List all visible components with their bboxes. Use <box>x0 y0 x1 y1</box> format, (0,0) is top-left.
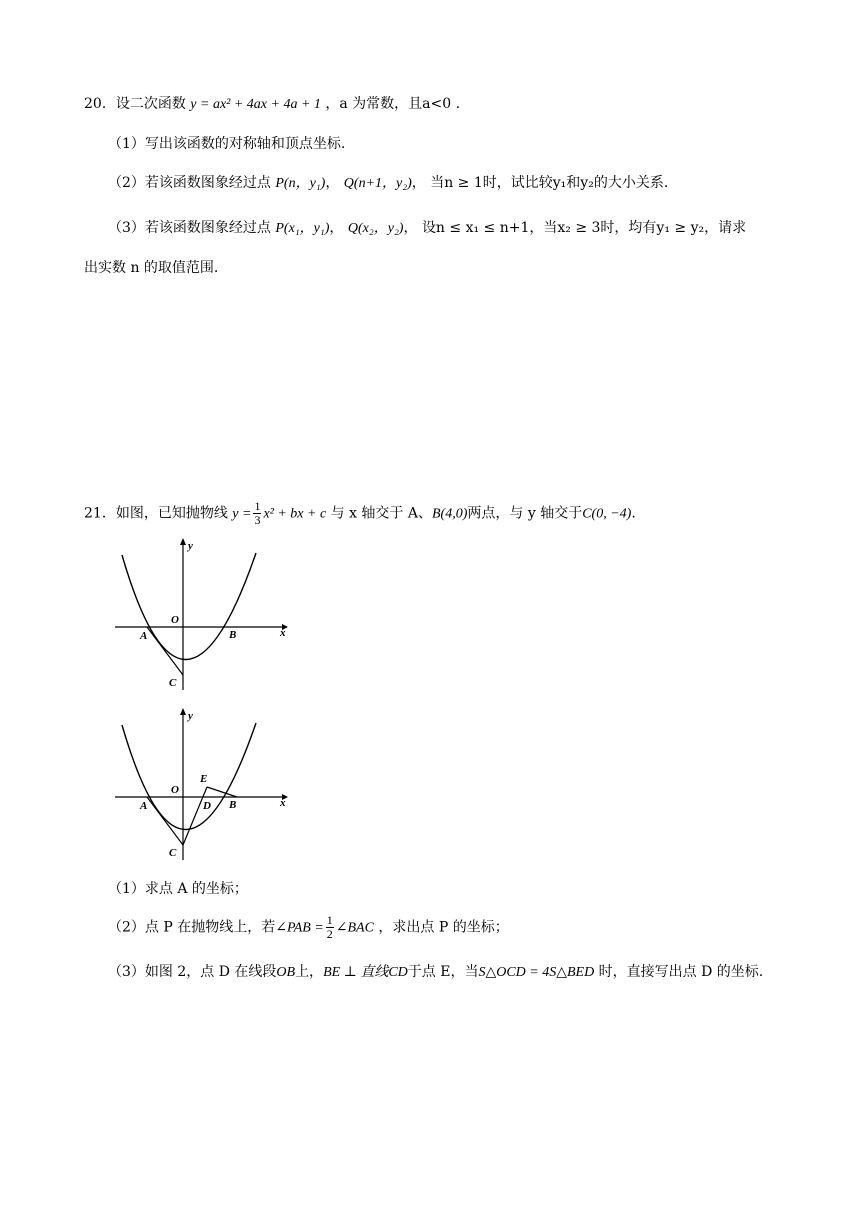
q21-part1: （1）求点 A 的坐标； <box>108 881 248 897</box>
fig2-label-A: A <box>140 800 148 812</box>
q21-part3-prefix: （3）如图 2，点 D 在线段 <box>108 964 277 980</box>
fig2-segment-CE <box>183 787 207 845</box>
fig2-label-C: C <box>169 847 177 859</box>
fig1-label-B: B <box>229 629 237 641</box>
q21-fraction: $\frac{1}{3}$ <box>254 499 261 527</box>
q20-stem-prefix: 设二次函数 <box>115 96 186 112</box>
fig1-label-A: A <box>140 630 148 642</box>
fig1-label-C: C <box>169 677 177 689</box>
fig1-label-y: y <box>188 540 193 552</box>
fig2-label-E: E <box>200 773 208 785</box>
q21-part3-suffix: 时，直接写出点 D 的坐标. <box>598 964 764 980</box>
q21-stem-prefix: 如图，已知抛物线 <box>115 505 228 522</box>
fig1-parabola <box>122 553 256 660</box>
fig2-label-y: y <box>188 710 193 722</box>
q21-point-B: B(4,0) <box>432 506 468 522</box>
q20-part2-Q: Q(n+1，y₂) <box>343 176 412 191</box>
q21-part2-angle-right: ∠BAC <box>335 920 374 936</box>
q20-formula: y = ax² + 4ax + 4a + 1 <box>190 97 321 112</box>
q20-part2-P: P(n，y₁) <box>275 176 326 191</box>
q21-stem-mid: 与 x 轴交于 A、 <box>330 505 432 522</box>
q21-number: 21． <box>84 505 116 522</box>
figure-2 <box>110 705 300 865</box>
q20-part2-cond: 当n ≥ 1时，试比较y₁和y₂的大小关系. <box>430 175 669 191</box>
q20-number: 20． <box>84 96 116 112</box>
q20-part3-P: P(x₁，y₁) <box>275 221 330 236</box>
fig2-label-O: O <box>171 784 179 796</box>
q21-part2 <box>108 914 509 941</box>
fig1-label-x: x <box>280 627 286 639</box>
q20-part1: （1）写出该函数的对称轴和顶点坐标. <box>108 136 346 152</box>
q20-part3: （3）若该函数图象经过点 P(x₁，y₁)， Q(x₂，y₂)， 设n ≤ x₁ ≤ n+1，当x₂ ≥ 3时，均有y₁ ≥ y₂，请求 <box>108 220 747 236</box>
q20-part3-prefix: （3）若该函数图象经过点 <box>108 220 271 236</box>
q20-part3-Q: Q(x₂，y₂) <box>347 221 404 236</box>
q21-formula-rest: x² + bx + c <box>263 506 327 522</box>
fig2-label-x: x <box>280 797 286 809</box>
fig2-parabola <box>122 723 256 830</box>
q20-stem-suffix: ，a 为常数，且a<0 . <box>325 96 461 112</box>
fig1-segment-AC <box>147 627 183 675</box>
q21-part3-OB: OB <box>276 965 296 980</box>
q21-stem-mid2: 两点，与 y 轴交于 <box>467 505 583 522</box>
q20-stem <box>84 94 460 115</box>
q21-part3: （3）如图 2，点 D 在线段OB上，BE ⊥ 直线CD于点 E，当S△OCD = 4S△BED 时，直接写出点 D 的坐标. <box>108 964 764 980</box>
q21-part3-area: S△OCD = 4S△BED <box>478 965 595 980</box>
fig2-y-arrow <box>180 708 186 715</box>
q21-part2-angle-left: ∠PAB = <box>275 920 324 936</box>
fig2-segment-EB <box>207 787 237 797</box>
q21-part2-prefix: （2）点 P 在抛物线上，若 <box>108 919 276 936</box>
q21-part2-suffix: ，求出点 P 的坐标； <box>378 919 509 936</box>
figure-1 <box>110 535 300 695</box>
fig1-label-O: O <box>171 614 179 626</box>
q20-part3-cond: 设n ≤ x₁ ≤ n+1，当x₂ ≥ 3时，均有y₁ ≥ y₂，请求 <box>421 220 747 236</box>
fig1-y-arrow <box>180 538 186 545</box>
fig2-label-D: D <box>203 800 211 812</box>
fig2-label-B: B <box>229 799 237 811</box>
q21-part2-fraction: $\frac{1}{2}$ <box>326 913 333 941</box>
q21-point-C: C(0, −4) <box>582 506 632 522</box>
q21-part3-perp: BE ⊥ 直线CD <box>323 965 408 980</box>
q20-part2-prefix: （2）若该函数图象经过点 <box>108 175 271 191</box>
q20-part2: （2）若该函数图象经过点 P(n，y₁)， Q(n+1，y₂)， 当n ≥ 1时，试比较y₁和y₂的大小关系. <box>108 175 669 191</box>
fig2-segment-AC <box>147 797 183 845</box>
q20-part3-tail: 出实数 n 的取值范围. <box>84 260 219 276</box>
q21-stem: 21．如图，已知抛物线 y = $\frac{1}{3}$ x² + bx + c 与 x 轴交于 A、B(4,0)两点，与 y 轴交于C(0, −4). <box>84 499 636 527</box>
